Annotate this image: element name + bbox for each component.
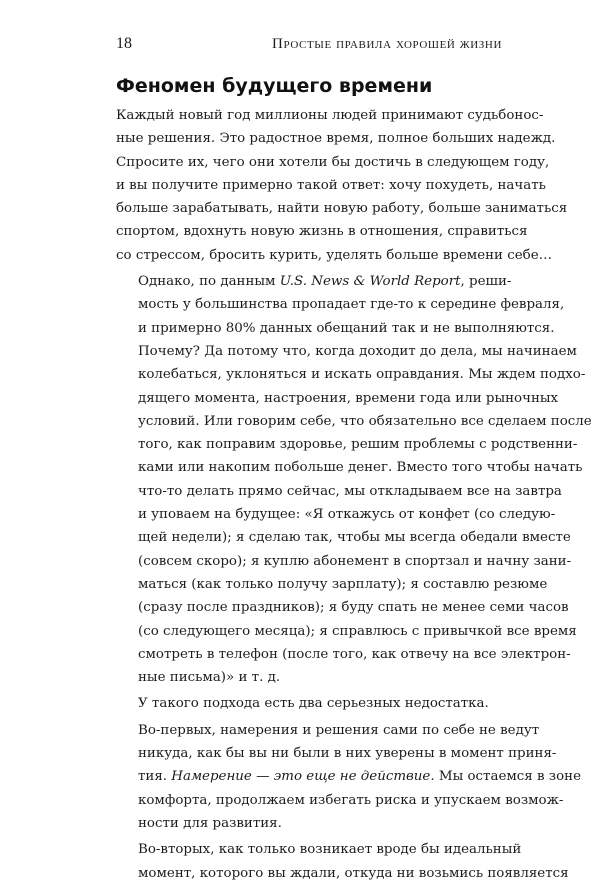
text-line: момент, которого вы ждали, откуда ни возьмись появляется: [138, 865, 569, 881]
text-line: ные письма)» и т. д.: [138, 670, 281, 686]
running-head: [116, 34, 502, 58]
text-line: условий. Или говорим себе, что обязательно все сделаем после: [138, 413, 592, 429]
text-line: ками или накопим побольше денег. Вместо того чтобы начать: [138, 460, 583, 476]
text-line: маться (как только получу зарплату); я составлю резюме: [138, 576, 548, 592]
text-fragment: тия.: [138, 769, 172, 785]
text-fragment: Однако, по данным: [138, 274, 280, 290]
paragraph-1: [116, 104, 568, 267]
paragraph-4: [116, 719, 582, 835]
body-text: [116, 104, 592, 885]
text-line: У такого подхода есть два серьезных недостатка.: [138, 696, 489, 712]
text-line: (со следующего месяца); я справлюсь с привычкой все время: [138, 623, 577, 639]
text-line: колебаться, уклоняться и искать оправдания. Мы ждем подхо-: [138, 367, 586, 383]
text-line: дящего момента, настроения, времени года или рыночных: [138, 390, 559, 406]
text-fragment: . Мы остаемся в зоне: [430, 769, 582, 785]
text-line: мость у большинства пропадает где-то к середине февраля,: [138, 297, 565, 313]
text-line: того, как поправим здоровье, решим проблемы с родственни-: [138, 437, 578, 453]
text-line: (совсем скоро); я куплю абонемент в спортзал и начну зани-: [138, 553, 572, 569]
paragraph-3: [116, 692, 506, 715]
text-line: Каждый новый год миллионы людей принимают судьбонос-: [116, 108, 544, 123]
text-line: смотреть в телефон (после того, как отвечу на все электрон-: [138, 646, 571, 662]
emphasis-text: Намерение — это еще не действие: [171, 769, 431, 785]
text-line: Во-вторых, как только возникает вроде бы идеальный: [138, 842, 522, 858]
text-line: спортом, вдохнуть новую жизнь в отношения, справиться: [116, 224, 528, 240]
text-line: Во-первых, намерения и решения сами по себе не ведут: [138, 722, 540, 738]
text-line: ные решения. Это радостное время, полное больших надежд.: [116, 131, 556, 147]
text-line: Почему? Да потому что, когда доходит до дела, мы начинаем: [138, 343, 577, 359]
text-line: [116, 270, 512, 293]
text-line: (сразу после праздников); я буду спать не менее семи часов: [138, 600, 569, 616]
source-citation: U.S. News & World Report: [279, 274, 461, 290]
text-line: комфорта, продолжаем избегать риска и упускаем возмож-: [138, 792, 564, 808]
text-line: щей недели); я сделаю так, чтобы мы всегда обедали вместе: [138, 530, 571, 546]
text-line: что-то делать прямо сейчас, мы откладываем все на завтра: [138, 483, 562, 499]
text-line: и примерно 80% данных обещаний так и не выполняются.: [138, 320, 555, 336]
text-line: со стрессом, бросить курить, уделять больше времени себе…: [116, 247, 553, 263]
section-heading: Феномен будущего времени: [116, 75, 433, 97]
paragraph-2: [116, 270, 592, 689]
text-line: Спросите их, чего они хотели бы достичь в следующем году,: [116, 154, 550, 170]
text-line: и вы получите примерно такой ответ: хочу похудеть, начать: [116, 177, 546, 193]
text-line: ности для развития.: [138, 815, 282, 831]
text-fragment: , реши-: [460, 274, 512, 290]
paragraph-5: [116, 838, 569, 885]
text-line: и уповаем на будущее: «Я откажусь от конфет (со следую-: [138, 507, 556, 523]
text-line: [116, 765, 582, 788]
running-title: Простые правила хорошей жизни: [272, 36, 502, 52]
page-number: 18: [116, 35, 132, 52]
text-line: никуда, как бы вы ни были в них уверены в момент приня-: [138, 746, 557, 762]
text-line: больше зарабатывать, найти новую работу, больше заниматься: [116, 201, 568, 217]
